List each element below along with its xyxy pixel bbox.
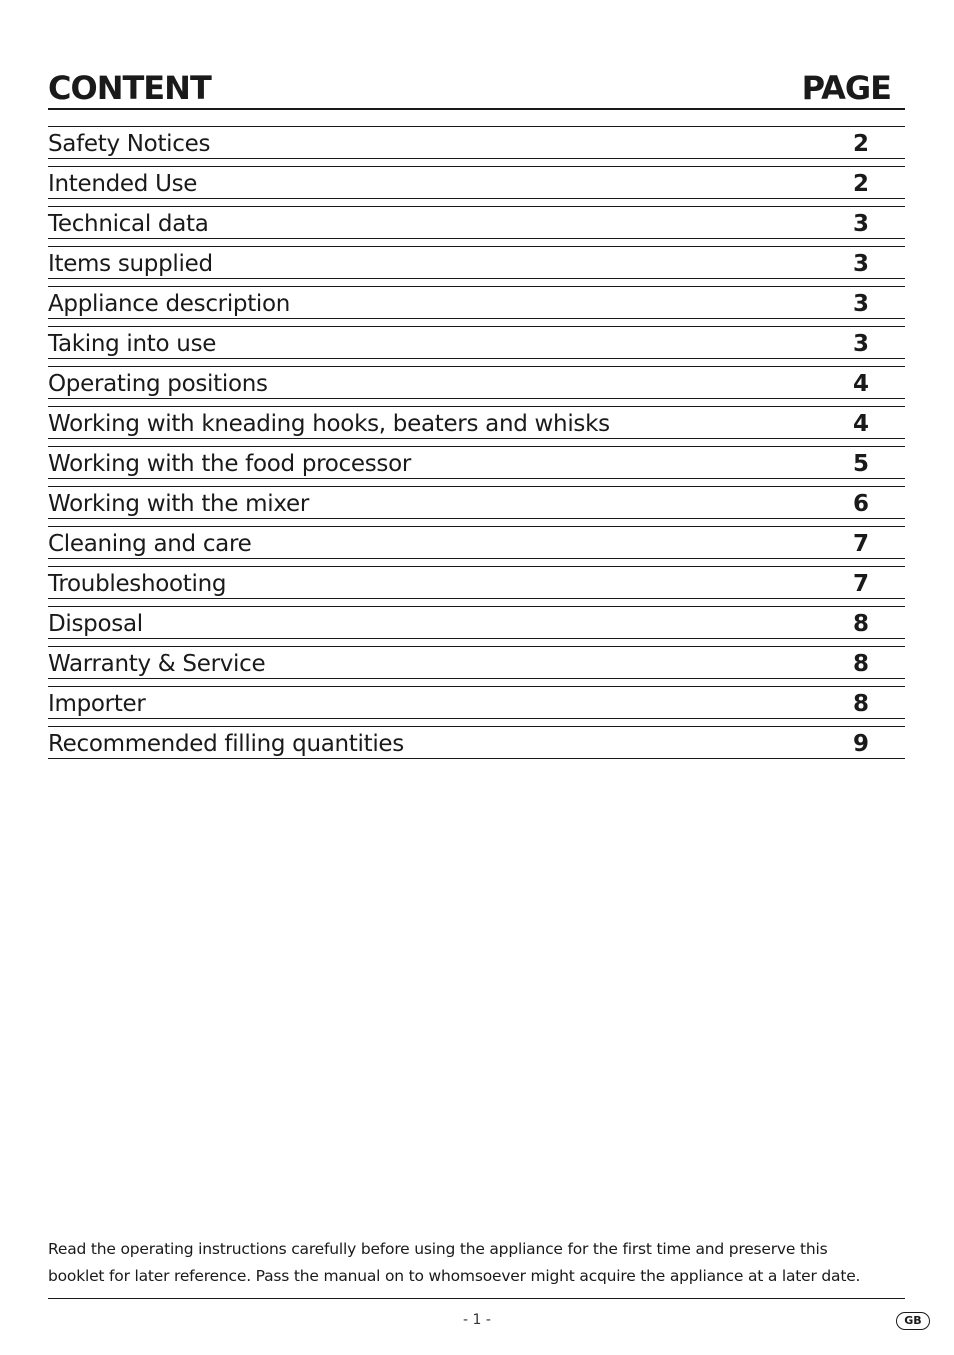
toc-entry[interactable]	[48, 566, 905, 599]
reading-note-line: Read the operating instructions carefully before using the appliance for the first time and preserve this	[48, 1240, 828, 1258]
toc-entry-page: 2	[852, 171, 869, 197]
toc-entry-label: Intended Use	[48, 171, 198, 197]
toc-entry-label: Safety Notices	[48, 131, 211, 157]
toc-entry-label: Warranty & Service	[48, 651, 266, 677]
toc-entry-label: Troubleshooting	[48, 571, 227, 597]
toc-entry[interactable]	[48, 646, 905, 679]
toc-entry-label: Working with the mixer	[48, 491, 309, 517]
toc-entry-page: 5	[852, 451, 869, 477]
toc-entry-page: 3	[852, 291, 869, 317]
language-badge: GB	[896, 1312, 930, 1330]
toc-entry-page: 9	[852, 731, 869, 757]
toc-entry[interactable]	[48, 366, 905, 399]
toc-entry[interactable]	[48, 726, 905, 759]
toc-entry[interactable]	[48, 486, 905, 519]
toc-header	[48, 68, 905, 110]
toc-entry-page: 3	[852, 251, 869, 277]
toc-entry-label: Disposal	[48, 611, 143, 637]
reading-note	[48, 1236, 908, 1290]
toc-title: CONTENT	[48, 69, 211, 107]
toc-entry[interactable]	[48, 246, 905, 279]
toc-entry-page: 7	[852, 531, 869, 557]
toc-entry-label: Importer	[48, 691, 146, 717]
reading-note-line: booklet for later reference. Pass the manual on to whomsoever might acquire the appliance at a later date.	[48, 1267, 861, 1285]
toc-entry-page: 4	[852, 411, 869, 437]
toc-entry[interactable]	[48, 446, 905, 479]
toc-entry-label: Appliance description	[48, 291, 291, 317]
toc-entry-label: Taking into use	[48, 331, 217, 357]
toc-entry-label: Working with kneading hooks, beaters and whisks	[48, 411, 610, 437]
toc-entry-label: Items supplied	[48, 251, 213, 277]
toc-entry[interactable]	[48, 166, 905, 199]
toc-entry-page: 4	[852, 371, 869, 397]
toc-entry[interactable]	[48, 406, 905, 439]
toc-entry[interactable]	[48, 526, 905, 559]
toc-entry-label: Operating positions	[48, 371, 268, 397]
toc-entry-page: 8	[852, 691, 869, 717]
toc-entry-label: Working with the food processor	[48, 451, 412, 477]
toc-entry-label: Recommended filling quantities	[48, 731, 404, 757]
table-of-contents	[48, 126, 905, 766]
toc-entry[interactable]	[48, 326, 905, 359]
toc-entry[interactable]	[48, 286, 905, 319]
toc-entry-page: 2	[852, 131, 869, 157]
toc-entry[interactable]	[48, 206, 905, 239]
toc-entry-label: Technical data	[48, 211, 209, 237]
toc-entry[interactable]	[48, 126, 905, 159]
page-number: - 1 -	[463, 1312, 491, 1328]
footer-divider	[48, 1298, 905, 1299]
toc-entry-page: 3	[852, 331, 869, 357]
toc-page-heading: PAGE	[801, 69, 891, 107]
toc-entry-page: 6	[852, 491, 869, 517]
toc-entry-label: Cleaning and care	[48, 531, 252, 557]
toc-entry-page: 3	[852, 211, 869, 237]
toc-entry[interactable]	[48, 686, 905, 719]
toc-entry-page: 7	[852, 571, 869, 597]
toc-entry-page: 8	[852, 651, 869, 677]
toc-entry-page: 8	[852, 611, 869, 637]
toc-entry[interactable]	[48, 606, 905, 639]
